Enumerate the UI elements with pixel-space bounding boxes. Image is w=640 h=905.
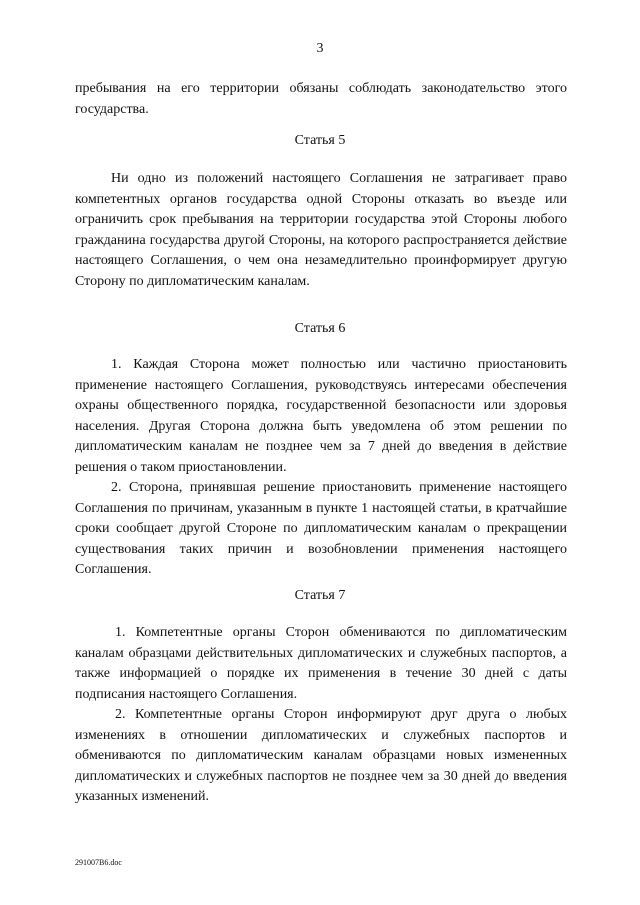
continuation-paragraph: пребывания на его территории обязаны соблюдать законодательство этого государства. xyxy=(75,81,567,117)
page-number: 3 xyxy=(316,41,324,56)
article-6-body xyxy=(75,355,567,581)
continuation-block xyxy=(75,79,567,120)
article-6-paragraph-1: 1. Каждая Сторона может полностью или частично приостановить применение настоящего Соглашения, руководствуясь интересами обеспечения охраны общественного порядка, государственной безопасности или здоровья населения. Другая Сторона должна быть уведомлена об этом решении по дипломатическим каналам не позднее чем за 7 дней до введения в действие решения о таком приостановлении. xyxy=(75,357,567,475)
article-7-body xyxy=(75,623,567,808)
article-7-paragraph-1: 1. Компетентные органы Сторон обмениваются по дипломатическим каналам образцами действительных дипломатических и служебных паспортов, а также информацией о порядке их применения в течение 30 дней с даты подписания настоящего Соглашения. xyxy=(75,625,567,702)
article-7-paragraph-2: 2. Компетентные органы Сторон информируют друг друга о любых изменениях в отношении дипломатических и служебных паспортов и обмениваются по дипломатическим каналам образцами новых измененных дипломатических и служебных паспортов не позднее чем за 30 дней до введения указанных изменений. xyxy=(75,707,567,804)
article-5-body xyxy=(75,169,567,292)
article-7-heading: Статья 7 xyxy=(294,588,346,603)
article-5-heading: Статья 5 xyxy=(294,133,346,148)
article-5-paragraph-1: Ни одно из положений настоящего Соглашения не затрагивает право компетентных органов государства одной Стороны отказать во въезде или ограничить срок пребывания на территории государства этой Стороны любого гражданина государства другой Стороны, на которого распространяется действие настоящего Соглашения, о чем она незамедлительно проинформирует другую Сторону по дипломатическим каналам. xyxy=(75,171,567,289)
article-6-paragraph-2: 2. Сторона, принявшая решение приостановить применение настоящего Соглашения по причинам, указанным в пункте 1 настоящей статьи, в кратчайшие сроки сообщает другой Стороне по дипломатическим каналам о прекращении существования таких причин и возобновлении применения настоящего Соглашения. xyxy=(75,480,567,577)
file-name-footer: 291007B6.doc xyxy=(75,858,122,867)
article-6-heading: Статья 6 xyxy=(294,321,346,336)
